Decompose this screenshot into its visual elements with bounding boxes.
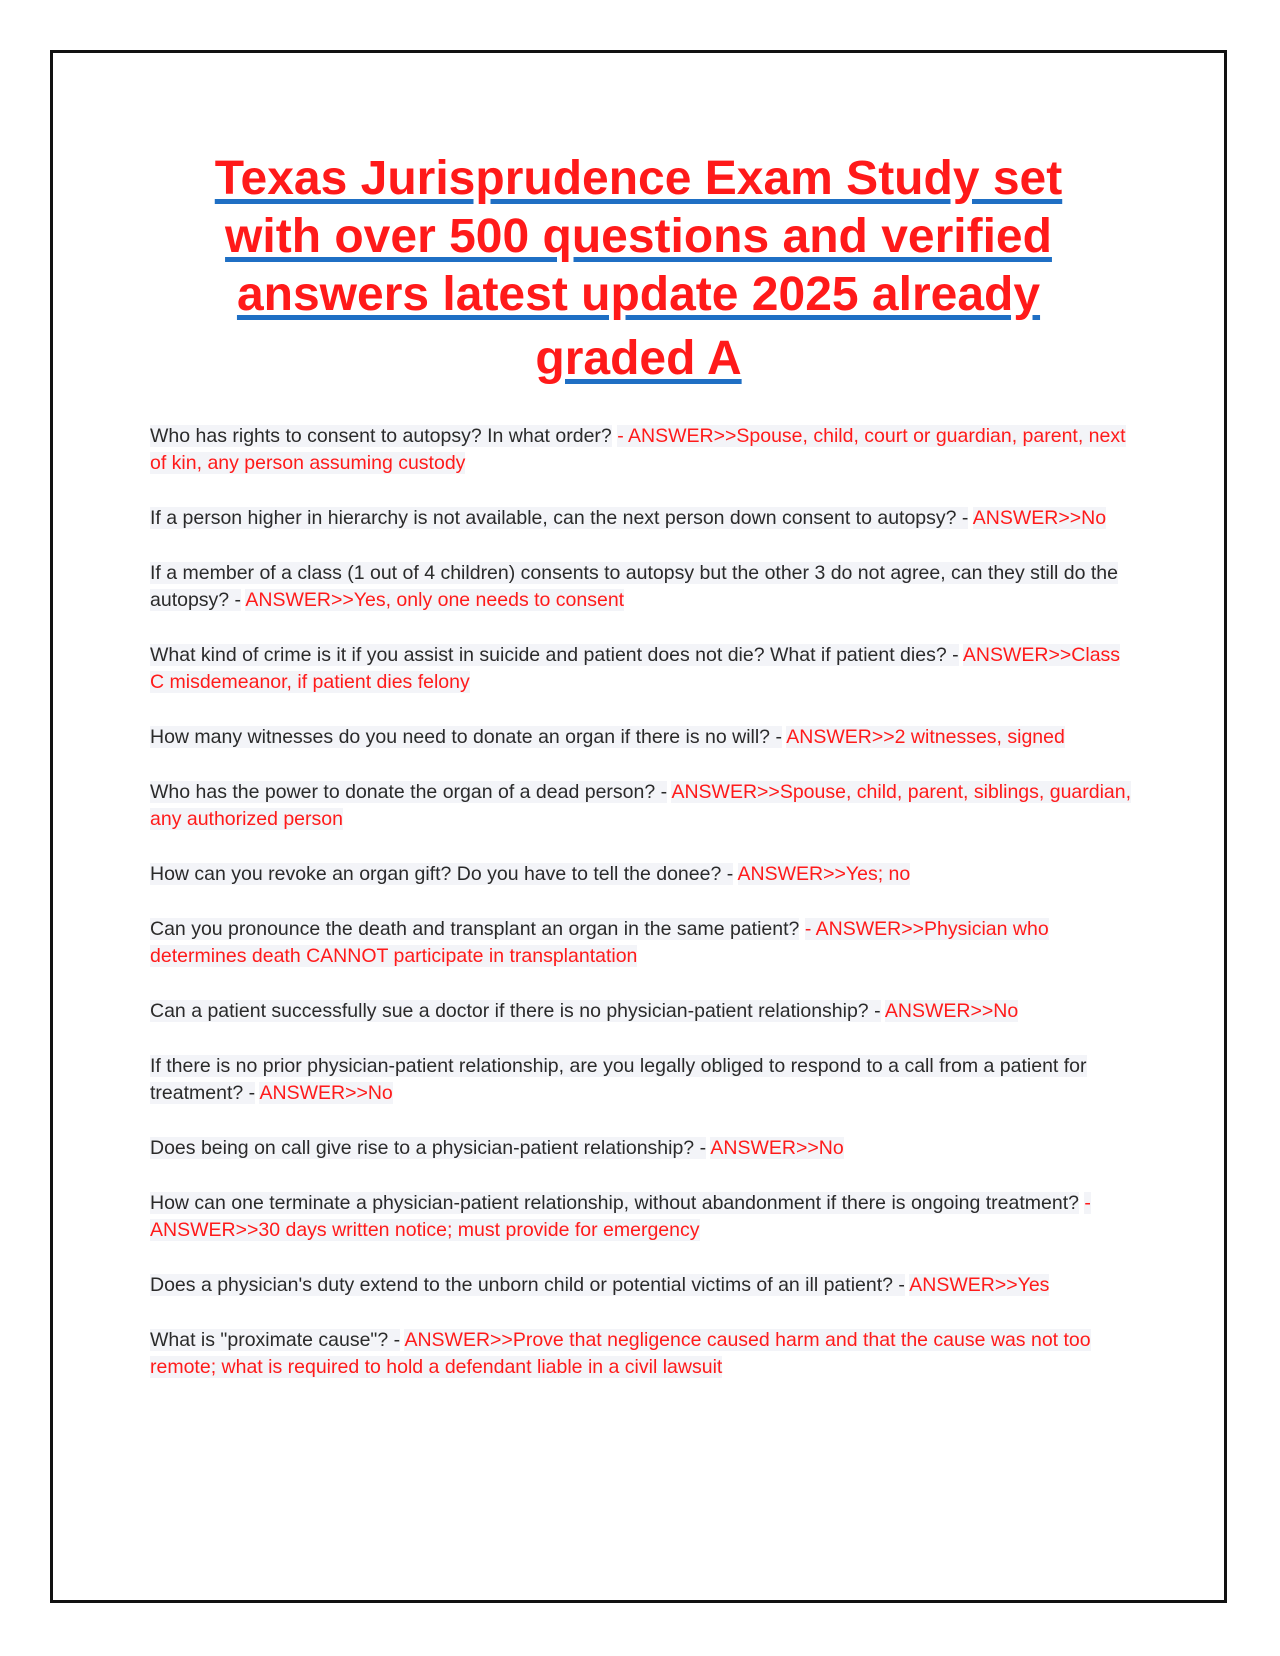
document-title [140,150,1137,388]
answer-text: ANSWER>>2 witnesses, signed [786,726,1065,748]
qa-item [150,779,1135,833]
title-line-4: graded A [535,332,742,385]
answer-text: ANSWER>>Prove that negligence caused harm and that the cause was not too remote; what is required to hold a defendant liable in a civil lawsuit [150,1329,1091,1378]
question-text: Does a physician's duty extend to the unborn child or potential victims of an ill patient? - [150,1274,905,1296]
question-text: What kind of crime is it if you assist in suicide and patient does not die? What if patient dies? - [150,644,959,666]
question-text: Can you pronounce the death and transplant an organ in the same patient? [150,918,800,940]
qa-item [150,423,1135,477]
answer-text: - ANSWER>>30 days written notice; must provide for emergency [150,1192,1091,1241]
answer-text: ANSWER>>Yes; no [737,863,911,885]
answer-text: ANSWER>>Yes [909,1274,1050,1296]
question-text: If a person higher in hierarchy is not available, can the next person down consent to autopsy? - [150,507,969,529]
qa-item [150,642,1135,696]
qa-item [150,1272,1135,1299]
title-line-3: answers latest update 2025 already [236,268,1041,321]
question-text: If there is no prior physician-patient relationship, are you legally obliged to respond to a call from a patient for treatment? - [150,1055,1087,1104]
question-text: How can one terminate a physician-patient relationship, without abandonment if there is ongoing treatment? [150,1192,1079,1214]
question-text: If a member of a class (1 out of 4 children) consents to autopsy but the other 3 do not agree, can they still do the autopsy? - [150,562,1118,611]
answer-text: ANSWER>>No [884,1000,1019,1022]
qa-item [150,1327,1135,1381]
qa-item [150,916,1135,970]
qa-item [150,998,1135,1025]
question-text: How can you revoke an organ gift? Do you have to tell the donee? - [150,863,734,885]
answer-text: ANSWER>>Class C misdemeanor, if patient dies felony [150,644,1121,693]
qa-item [150,1053,1135,1107]
question-text: Does being on call give rise to a physician-patient relationship? - [150,1137,707,1159]
question-text: Who has the power to donate the organ of a dead person? - [150,781,668,803]
answer-text: ANSWER>>No [710,1137,844,1159]
qa-item [150,1135,1135,1162]
answer-text: - ANSWER>>Spouse, child, court or guardian, parent, next of kin, any person assuming custody [150,425,1126,474]
qa-item [150,560,1135,614]
qa-item [150,505,1135,532]
answer-text: - ANSWER>>Physician who determines death CANNOT participate in transplantation [150,918,1049,967]
answer-text: ANSWER>>No [972,507,1107,529]
title-line-1: Texas Jurisprudence Exam Study set [214,152,1063,205]
answer-text: ANSWER>>Yes, only one needs to consent [245,589,625,611]
qa-item [150,861,1135,888]
title-line-2: with over 500 questions and verified [225,210,1052,263]
question-text: What is "proximate cause"? - [150,1329,401,1351]
qa-item [150,724,1135,751]
question-text: Who has rights to consent to autopsy? In what order? [150,425,612,447]
answer-text: ANSWER>>No [259,1082,393,1104]
answer-text: ANSWER>>Spouse, child, parent, siblings, guardian, any authorized person [150,781,1132,830]
qa-list [150,423,1135,1409]
question-text: Can a patient successfully sue a doctor if there is no physician-patient relationship? - [150,1000,881,1022]
qa-item [150,1190,1135,1244]
question-text: How many witnesses do you need to donate an organ if there is no will? - [150,726,782,748]
